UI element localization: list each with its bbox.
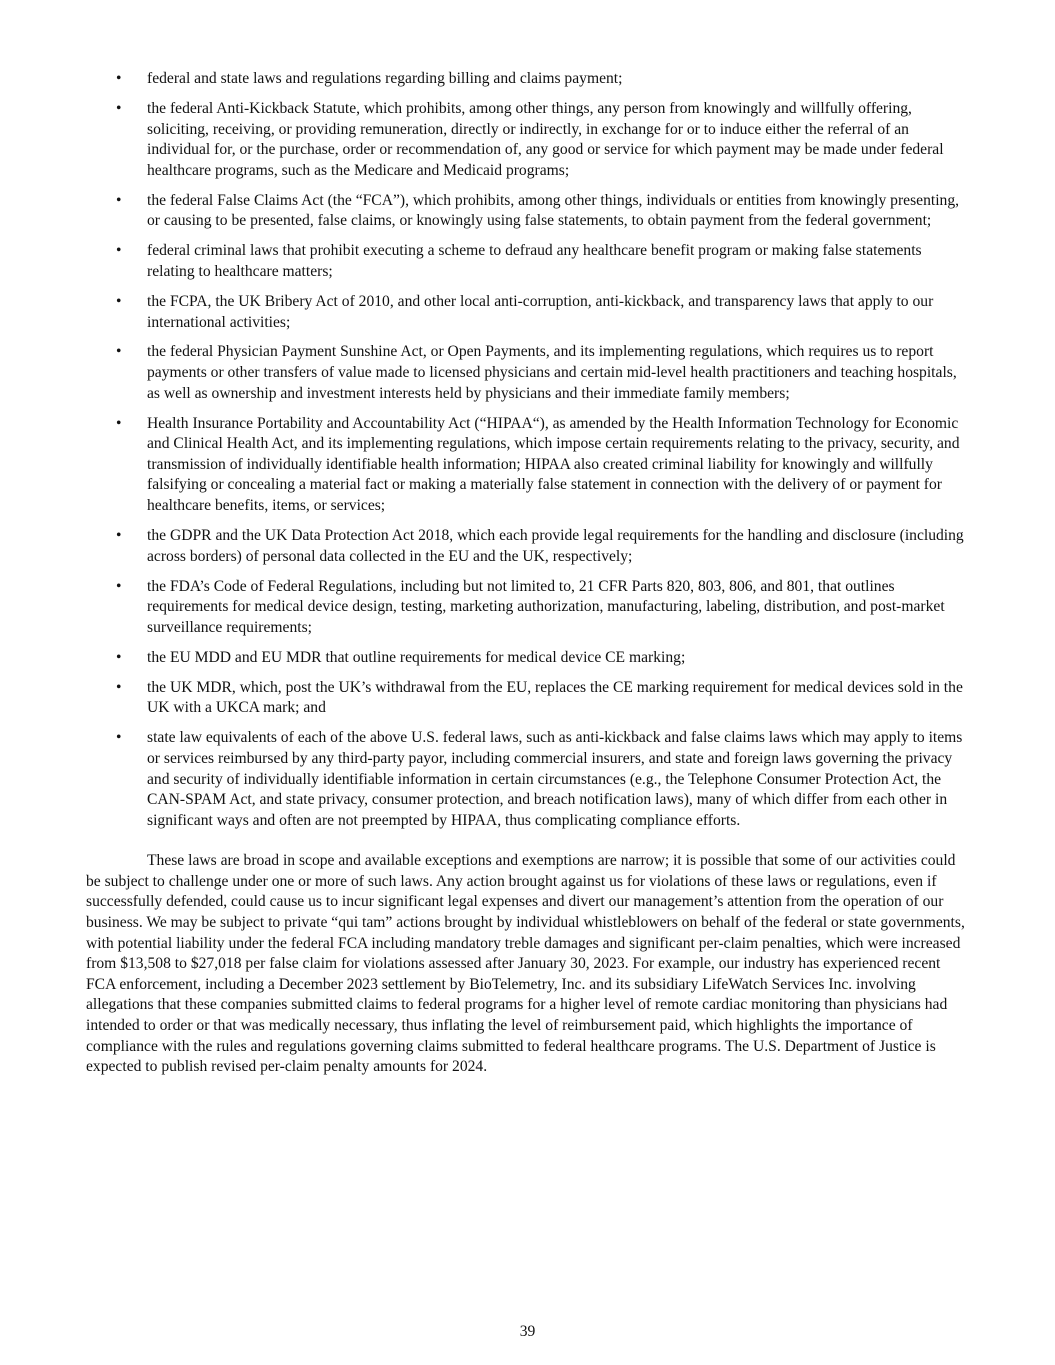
- list-item: [86, 526, 972, 567]
- document-body: [86, 69, 972, 1078]
- page-number: 39: [519, 1323, 536, 1340]
- list-item-text: Health Insurance Portability and Accountability Act (“HIPAA“), as amended by the Health Information Technology for Economic and Clinical Health Act, and its implementing regulations, which impose certain requirements relating to the privacy, security, and transmission of individually identifiable health information; HIPAA also created criminal liability for knowingly and willfully falsifying or concealing a material fact or making a materially false statement in connection with the delivery of or payment for healthcare benefits, items, or services;: [147, 414, 960, 515]
- list-item-text: the federal Anti-Kickback Statute, which prohibits, among other things, any person from knowingly and willfully offering, soliciting, receiving, or providing remuneration, directly or indirectly, in exchange for or to induce either the referral of an individual for, or the purchase, order or recommendation of, any good or service for which payment may be made under federal healthcare programs, such as the Medicare and Medicaid programs;: [147, 99, 944, 179]
- list-item: [86, 191, 972, 232]
- list-item-text: the GDPR and the UK Data Protection Act 2018, which each provide legal requirements for the handling and disclosure (including across borders) of personal data collected in the EU and the UK, respectively;: [147, 527, 964, 565]
- list-item: [86, 99, 972, 181]
- list-item: [86, 69, 972, 90]
- list-item-text: the FDA’s Code of Federal Regulations, including but not limited to, 21 CFR Parts 820, 803, 806, and 801, that outlines requirements for medical device design, testing, marketing authorization, manufacturing, labeling, distribution, and post-market surveillance requirements;: [147, 577, 945, 636]
- bullet-icon: •: [116, 577, 122, 595]
- bullet-icon: •: [116, 191, 122, 209]
- list-item-text: federal criminal laws that prohibit executing a scheme to defraud any healthcare benefit program or making false statements relating to healthcare matters;: [147, 242, 922, 280]
- list-item-text: federal and state laws and regulations regarding billing and claims payment;: [147, 70, 623, 87]
- list-item: [86, 648, 972, 669]
- bullet-icon: •: [116, 70, 122, 87]
- body-paragraph: These laws are broad in scope and available exceptions and exemptions are narrow; it is possible that some of our activities could be subject to challenge under one or more of such laws. Any action brought against us for violations of these laws or regulations, even if successfully defended, could cause us to incur significant legal expenses and divert our management’s attention from the operation of our business. We may be subject to private “qui tam” actions brought by individual whistleblowers on behalf of the federal or state governments, with potential liability under the federal FCA including mandatory treble damages and significant per-claim penalties, which were increased from $13,508 to $27,018 per false claim for violations assessed after January 30, 2023. For example, our industry has experienced recent FCA enforcement, including a December 2023 settlement by BioTelemetry, Inc. and its subsidiary LifeWatch Services Inc. involving allegations that these companies submitted claims to federal programs for a higher level of remote cardiac monitoring than physicians had intended to order or that was medically necessary, thus inflating the level of reimbursement paid, which highlights the importance of compliance with the rules and regulations governing claims submitted to federal healthcare programs. The U.S. Department of Justice is expected to publish revised per-claim penalty amounts for 2024.: [86, 852, 965, 1076]
- bullet-icon: •: [116, 527, 122, 545]
- bullet-icon: •: [116, 99, 122, 117]
- list-item: [86, 414, 972, 517]
- bullet-icon: •: [116, 414, 122, 432]
- bullet-icon: •: [116, 678, 122, 696]
- bullet-icon: •: [116, 242, 122, 260]
- regulations-list: [86, 69, 972, 831]
- list-item-text: the EU MDD and EU MDR that outline requirements for medical device CE marking;: [147, 648, 686, 666]
- list-item: [86, 342, 972, 404]
- list-item-text: the federal False Claims Act (the “FCA”), which prohibits, among other things, individuals or entities from knowingly presenting, or causing to be presented, false claims, or knowingly using false statements, to obtain payment from the federal government;: [147, 191, 960, 230]
- list-item: [86, 678, 972, 719]
- list-item: [86, 241, 972, 282]
- list-item: [86, 292, 972, 333]
- list-item-text: the UK MDR, which, post the UK’s withdrawal from the EU, replaces the CE marking requirement for medical devices sold in the UK with a UKCA mark; and: [147, 678, 963, 717]
- list-item: [86, 728, 972, 831]
- list-item-text: state law equivalents of each of the above U.S. federal laws, such as anti-kickback and false claims laws which may apply to items or services reimbursed by any third-party payor, including commercial insurers, and state and foreign laws governing the privacy and security of individually identifiable information in certain circumstances (e.g., the Telephone Consumer Protection Act, the CAN-SPAM Act, and state privacy, consumer protection, and breach notification laws), many of which differ from each other in significant ways and often are not preempted by HIPAA, thus complicating compliance efforts.: [147, 729, 963, 829]
- bullet-icon: •: [116, 648, 122, 666]
- bullet-icon: •: [116, 343, 122, 361]
- list-item: [86, 577, 972, 639]
- bullet-icon: •: [116, 292, 122, 310]
- bullet-icon: •: [116, 729, 122, 747]
- list-item-text: the FCPA, the UK Bribery Act of 2010, and other local anti-corruption, anti-kickback, and transparency laws that apply to our international activities;: [147, 292, 934, 331]
- list-item-text: the federal Physician Payment Sunshine Act, or Open Payments, and its implementing regulations, which requires us to report payments or other transfers of value made to licensed physicians and certain mid-level health practitioners and teaching hospitals, as well as ownership and investment interests held by physicians and their immediate family members;: [147, 343, 957, 402]
